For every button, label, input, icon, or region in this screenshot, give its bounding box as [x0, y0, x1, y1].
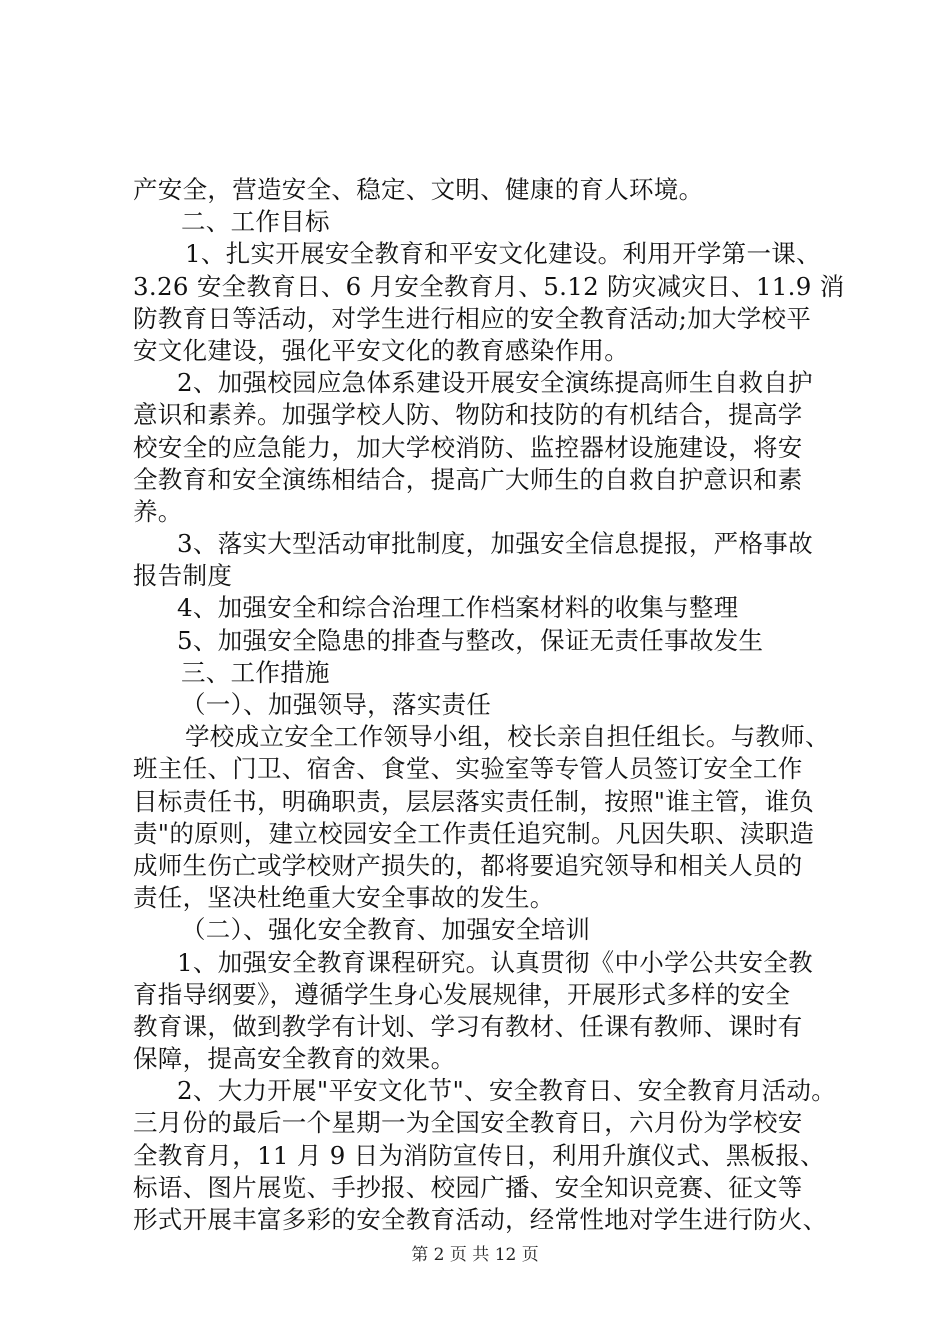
text-line: 责任，坚决杜绝重大安全事故的发生。: [133, 883, 555, 913]
text-line: 育指导纲要》，遵循学生身心发展规律，开展形式多样的安全: [133, 979, 791, 1009]
text-line: 目标责任书，明确职责，层层落实责任制，按照"谁主管，谁负: [133, 786, 815, 816]
text-line: 班主任、门卫、宿舍、食堂、实验室等专管人员签订安全工作: [133, 754, 803, 784]
text-line: 校安全的应急能力，加大学校消防、监控器材设施建设，将安: [133, 432, 803, 462]
text-line: 意识和素养。加强学校人防、物防和技防的有机结合，提高学: [133, 400, 803, 430]
document-body: [133, 174, 848, 1236]
text-line: 5、加强安全隐患的排查与整改，保证无责任事故发生: [177, 625, 764, 655]
text-line: 防教育日等活动，对学生进行相应的安全教育活动;加大学校平: [133, 303, 812, 333]
text-line: 教育课，做到教学有计划、学习有教材、任课有教师、课时有: [133, 1011, 803, 1041]
page-footer: 第 2 页 共 12 页: [411, 1245, 539, 1265]
text-line: 成师生伤亡或学校财产损失的，都将要追究领导和相关人员的: [133, 850, 803, 880]
text-line: 1、加强安全教育课程研究。认真贯彻《中小学公共安全教: [177, 947, 813, 977]
text-line: 学校成立安全工作领导小组，校长亲自担任组长。与教师、: [185, 722, 830, 752]
text-line: 产安全，营造安全、稳定、文明、健康的育人环境。: [133, 175, 704, 204]
text-line: 责"的原则，建立校园安全工作责任追究制。凡因失职、渎职造: [133, 818, 815, 848]
text-line: 1、扎实开展安全教育和平安文化建设。利用开学第一课、: [185, 239, 821, 269]
text-line: （二）、强化安全教育、加强安全培训: [181, 915, 591, 945]
text-line: 全教育和安全演练相结合，提高广大师生的自救自护意识和素: [133, 464, 803, 494]
text-line: 形式开展丰富多彩的安全教育活动，经常性地对学生进行防火、: [133, 1205, 828, 1234]
text-line: 二、工作目标: [181, 207, 330, 237]
text-line: 2、大力开展"平安文化节"、安全教育日、安全教育月活动。: [177, 1076, 837, 1106]
text-line: 3.26 安全教育日、6 月安全教育月、5.12 防灾减灾日、11.9 消: [133, 271, 845, 301]
text-line: 全教育月，11 月 9 日为消防宣传日，利用升旗仪式、黑板报、: [133, 1140, 825, 1170]
text-line: 标语、图片展览、手抄报、校园广播、安全知识竞赛、征文等: [133, 1172, 803, 1202]
text-line: （一）、加强领导，落实责任: [181, 690, 492, 719]
text-line: 3、落实大型活动审批制度，加强安全信息提报，严格事故: [177, 529, 813, 559]
text-line: 三、工作措施: [181, 657, 330, 687]
text-line: 安文化建设，强化平安文化的教育感染作用。: [133, 335, 629, 365]
text-line: 2、加强校园应急体系建设开展安全演练提高师生自救自护: [177, 368, 813, 398]
text-line: 报告制度: [133, 561, 233, 591]
text-line: 4、加强安全和综合治理工作档案材料的收集与整理: [177, 593, 739, 623]
text-line: 保障，提高安全教育的效果。: [133, 1044, 456, 1074]
text-line: 养。: [133, 496, 183, 526]
text-line: 三月份的最后一个星期一为全国安全教育日，六月份为学校安: [133, 1108, 803, 1138]
